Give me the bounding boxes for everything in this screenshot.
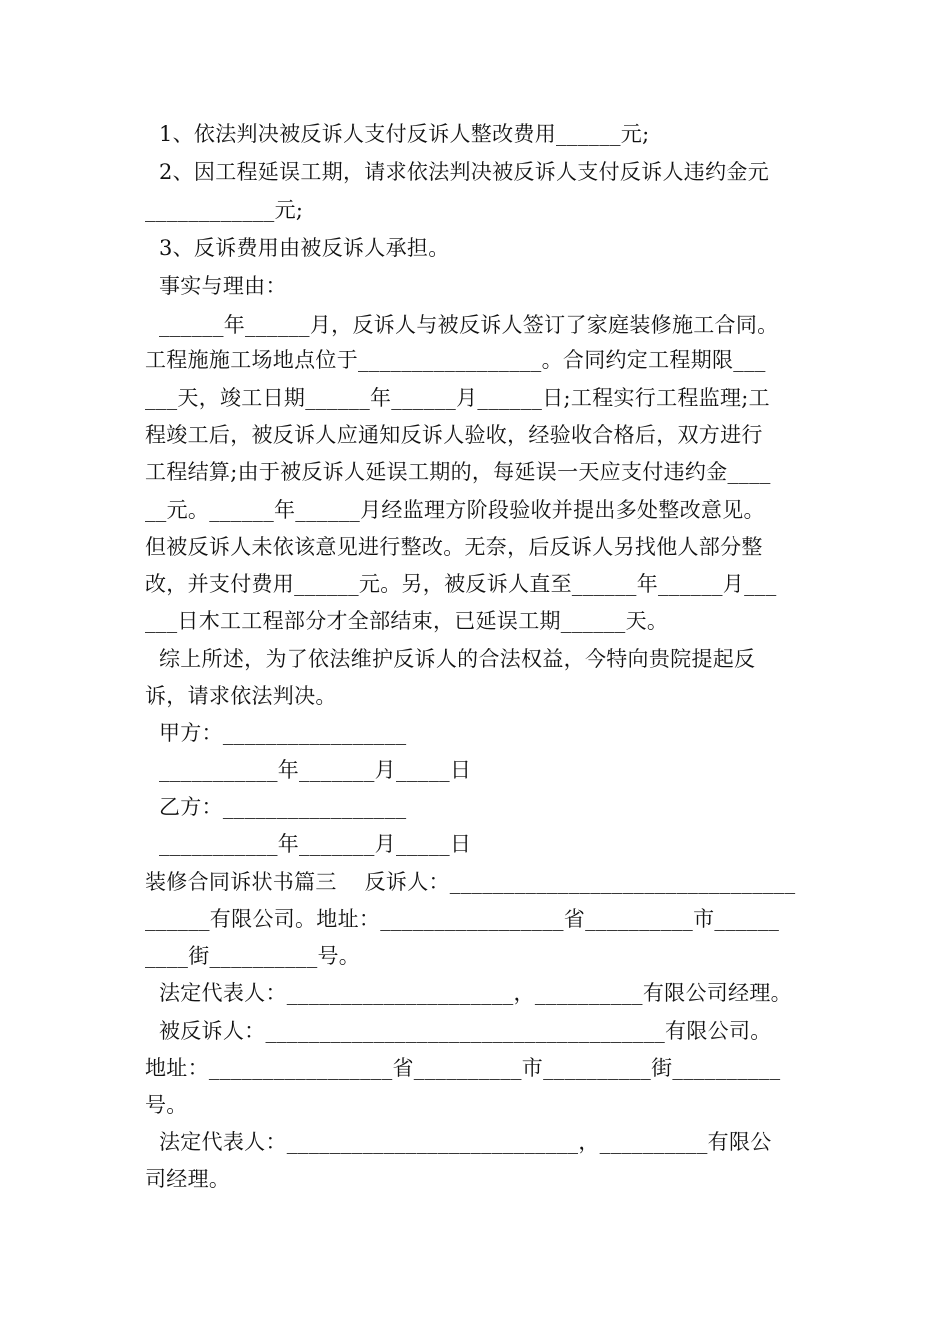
facts-paragraph-line: 工程结算;由于被反诉人延误工期的，每延误一天应支付违约金____ — [145, 460, 771, 484]
counterclaimant-info-line: ____街__________号。 — [145, 944, 361, 968]
party-a-signature: 甲方：_________________ — [145, 721, 407, 745]
party-a-date: ___________年_______月_____日 — [145, 758, 472, 782]
party-b-date: ___________年_______月_____日 — [145, 832, 472, 856]
claim-item-3: 3、反诉费用由被反诉人承担。 — [145, 236, 450, 260]
facts-paragraph-line: ___天，竣工日期______年______月______日;工程实行工程监理;工 — [145, 386, 770, 410]
facts-paragraph-line: ______年______月，反诉人与被反诉人签订了家庭装修施工合同。 — [145, 313, 779, 337]
facts-paragraph-line: 程竣工后，被反诉人应通知反诉人验收，经验收合格后，双方进行 — [145, 423, 763, 447]
respondent-line: 被反诉人：_____________________________________有限公司。 — [145, 1019, 772, 1043]
conclusion-paragraph-line: 综上所述，为了依法维护反诉人的合法权益，今特向贵院提起反 — [145, 647, 756, 671]
facts-paragraph-line: 但被反诉人未依该意见进行整改。无奈，后反诉人另找他人部分整 — [145, 535, 763, 559]
claim-item-1: 1、依法判决被反诉人支付反诉人整改费用______元; — [145, 122, 650, 146]
facts-paragraph-line: __元。______年______月经监理方阶段验收并提出多处整改意见。 — [145, 498, 765, 522]
facts-paragraph-line: 改，并支付费用______元。另，被反诉人直至______年______月___ — [145, 572, 777, 596]
facts-paragraph-line: ___日木工工程部分才全部结束，已延误工期______天。 — [145, 609, 669, 633]
respondent-address-line: 号。 — [145, 1093, 188, 1117]
conclusion-paragraph-line: 诉，请求依法判决。 — [145, 684, 337, 708]
claim-item-2: 2、因工程延误工期，请求依法判决被反诉人支付反诉人违约金元 — [145, 160, 770, 184]
respondent-address-line: 地址：_________________省__________市__________街__________ — [145, 1056, 781, 1080]
facts-paragraph-line: 工程施施工场地点位于_________________。合同约定工程期限___ — [145, 348, 766, 372]
party-b-signature: 乙方：_________________ — [145, 795, 407, 819]
facts-heading: 事实与理由： — [145, 274, 287, 298]
respondent-legal-representative-line: 法定代表人：___________________________，__________有限公 — [145, 1130, 772, 1154]
claim-item-2-continued: ____________元; — [145, 198, 304, 222]
counterclaimant-info-line: ______有限公司。地址：_________________省__________市______ — [145, 907, 780, 931]
section-three-heading: 装修合同诉状书篇三 反诉人：________________________________ — [145, 870, 796, 894]
respondent-legal-representative-line: 司经理。 — [145, 1167, 231, 1191]
legal-representative-line: 法定代表人：_____________________，__________有限公司经理。 — [145, 981, 792, 1005]
